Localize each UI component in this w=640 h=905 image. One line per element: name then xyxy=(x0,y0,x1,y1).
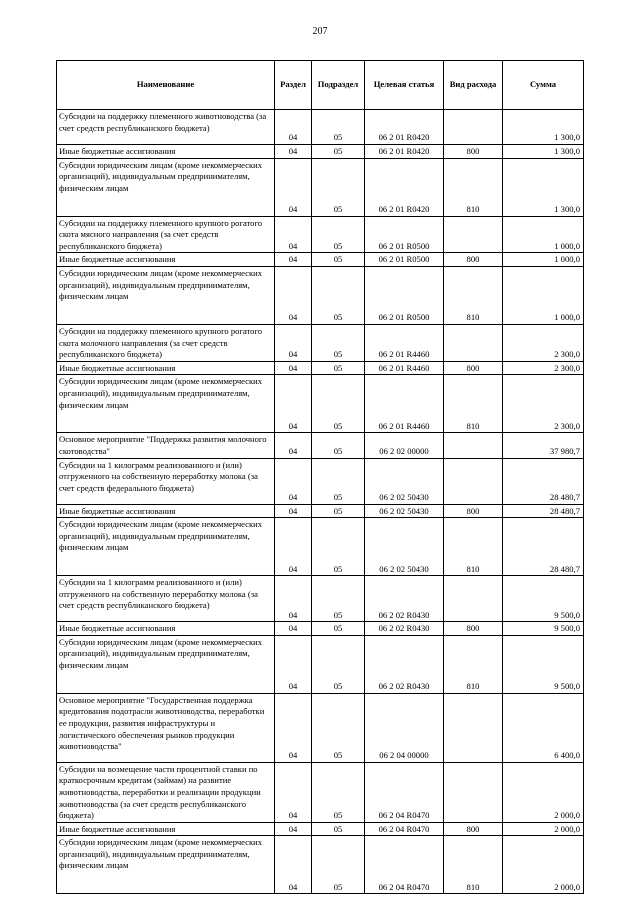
page-number: 207 xyxy=(312,26,328,37)
cell-subsection: 05 xyxy=(312,266,365,324)
cell-sum: 2 300,0 xyxy=(503,361,584,375)
cell-section: 04 xyxy=(275,836,312,894)
cell-expense: 810 xyxy=(444,836,503,894)
cell-section: 04 xyxy=(275,433,312,458)
table-row xyxy=(57,762,584,822)
cell-sum: 2 300,0 xyxy=(503,324,584,361)
cell-expense xyxy=(444,458,503,504)
cell-name: Иные бюджетные ассигнования xyxy=(57,622,275,636)
cell-sum: 37 980,7 xyxy=(503,433,584,458)
cell-expense xyxy=(444,324,503,361)
table-row xyxy=(57,266,584,324)
cell-subsection: 05 xyxy=(312,110,365,145)
cell-name: Основное мероприятие "Государственная поддержка кредитования подотрасли животноводства, переработки ее продукции, развития инфраструктуры и логистического обеспечения рынков продукции животноводства" xyxy=(57,693,275,762)
table-row xyxy=(57,635,584,693)
cell-target: 06 2 01 R0420 xyxy=(365,145,444,159)
cell-target: 06 2 02 R0430 xyxy=(365,576,444,622)
cell-expense xyxy=(444,576,503,622)
cell-target: 06 2 01 R4460 xyxy=(365,361,444,375)
cell-name: Субсидии на 1 килограмм реализованного и (или) отгруженного на собственную переработку молока (за счет средств федерального бюджета) xyxy=(57,458,275,504)
cell-subsection: 05 xyxy=(312,762,365,822)
cell-sum: 1 000,0 xyxy=(503,253,584,267)
cell-subsection: 05 xyxy=(312,375,365,433)
cell-expense xyxy=(444,216,503,253)
cell-subsection: 05 xyxy=(312,693,365,762)
cell-target: 06 2 02 50430 xyxy=(365,518,444,576)
cell-name: Иные бюджетные ассигнования xyxy=(57,253,275,267)
cell-sum: 1 300,0 xyxy=(503,145,584,159)
cell-name: Субсидии юридическим лицам (кроме некоммерческих организаций), индивидуальным предпринимателям, физическим лицам xyxy=(57,836,275,894)
table-row xyxy=(57,576,584,622)
cell-sum: 2 000,0 xyxy=(503,762,584,822)
table-row xyxy=(57,324,584,361)
table-header-row xyxy=(57,61,584,110)
cell-sum: 28 480,7 xyxy=(503,504,584,518)
cell-section: 04 xyxy=(275,458,312,504)
header-target: Целевая статья xyxy=(365,61,444,110)
table-row xyxy=(57,433,584,458)
cell-name: Субсидии на 1 килограмм реализованного и (или) отгруженного на собственную переработку молока (за счет средств республиканского бюджета) xyxy=(57,576,275,622)
cell-target: 06 2 02 00000 xyxy=(365,433,444,458)
cell-sum: 2 000,0 xyxy=(503,836,584,894)
cell-expense: 810 xyxy=(444,266,503,324)
cell-section: 04 xyxy=(275,576,312,622)
table-row xyxy=(57,458,584,504)
table-row xyxy=(57,622,584,636)
cell-section: 04 xyxy=(275,145,312,159)
table-row xyxy=(57,693,584,762)
cell-expense xyxy=(444,110,503,145)
cell-subsection: 05 xyxy=(312,145,365,159)
cell-subsection: 05 xyxy=(312,324,365,361)
cell-section: 04 xyxy=(275,635,312,693)
cell-sum: 28 480,7 xyxy=(503,458,584,504)
header-subsection: Подраздел xyxy=(312,61,365,110)
table-row xyxy=(57,110,584,145)
cell-subsection: 05 xyxy=(312,433,365,458)
cell-section: 04 xyxy=(275,375,312,433)
cell-subsection: 05 xyxy=(312,622,365,636)
cell-subsection: 05 xyxy=(312,576,365,622)
cell-name: Субсидии юридическим лицам (кроме некоммерческих организаций), индивидуальным предпринимателям, физическим лицам xyxy=(57,518,275,576)
cell-expense: 800 xyxy=(444,822,503,836)
cell-name: Иные бюджетные ассигнования xyxy=(57,822,275,836)
cell-subsection: 05 xyxy=(312,458,365,504)
cell-subsection: 05 xyxy=(312,253,365,267)
cell-section: 04 xyxy=(275,762,312,822)
cell-target: 06 2 01 R4460 xyxy=(365,375,444,433)
cell-section: 04 xyxy=(275,266,312,324)
header-section: Раздел xyxy=(275,61,312,110)
cell-name: Субсидии юридическим лицам (кроме некоммерческих организаций), индивидуальным предпринимателям, физическим лицам xyxy=(57,375,275,433)
cell-expense: 810 xyxy=(444,158,503,216)
cell-subsection: 05 xyxy=(312,518,365,576)
cell-section: 04 xyxy=(275,822,312,836)
cell-expense: 800 xyxy=(444,361,503,375)
cell-expense xyxy=(444,433,503,458)
cell-name: Субсидии на поддержку племенного крупного рогатого скота молочного направления (за счет средств республиканского бюджета) xyxy=(57,324,275,361)
table-row xyxy=(57,253,584,267)
cell-sum: 9 500,0 xyxy=(503,622,584,636)
cell-expense: 810 xyxy=(444,635,503,693)
cell-target: 06 2 01 R0420 xyxy=(365,158,444,216)
cell-subsection: 05 xyxy=(312,836,365,894)
cell-sum: 9 500,0 xyxy=(503,635,584,693)
cell-section: 04 xyxy=(275,158,312,216)
table-row xyxy=(57,361,584,375)
cell-target: 06 2 01 R0500 xyxy=(365,266,444,324)
cell-sum: 1 300,0 xyxy=(503,110,584,145)
cell-sum: 2 000,0 xyxy=(503,822,584,836)
cell-sum: 9 500,0 xyxy=(503,576,584,622)
cell-sum: 2 300,0 xyxy=(503,375,584,433)
table-row xyxy=(57,158,584,216)
header-sum: Сумма xyxy=(503,61,584,110)
cell-expense: 810 xyxy=(444,375,503,433)
table-row xyxy=(57,836,584,894)
cell-section: 04 xyxy=(275,504,312,518)
cell-target: 06 2 02 R0430 xyxy=(365,622,444,636)
cell-expense xyxy=(444,762,503,822)
cell-expense: 800 xyxy=(444,622,503,636)
cell-subsection: 05 xyxy=(312,158,365,216)
cell-name: Основное мероприятие "Поддержка развития молочного скотоводства" xyxy=(57,433,275,458)
table-row xyxy=(57,822,584,836)
cell-section: 04 xyxy=(275,253,312,267)
cell-section: 04 xyxy=(275,361,312,375)
cell-section: 04 xyxy=(275,693,312,762)
cell-subsection: 05 xyxy=(312,361,365,375)
cell-name: Субсидии юридическим лицам (кроме некоммерческих организаций), индивидуальным предпринимателям, физическим лицам xyxy=(57,158,275,216)
budget-table xyxy=(56,60,584,894)
cell-name: Иные бюджетные ассигнования xyxy=(57,504,275,518)
cell-target: 06 2 01 R0500 xyxy=(365,216,444,253)
cell-section: 04 xyxy=(275,518,312,576)
cell-section: 04 xyxy=(275,622,312,636)
cell-sum: 1 300,0 xyxy=(503,158,584,216)
table-body xyxy=(57,110,584,894)
cell-subsection: 05 xyxy=(312,635,365,693)
cell-section: 04 xyxy=(275,324,312,361)
cell-target: 06 2 04 00000 xyxy=(365,693,444,762)
table-row xyxy=(57,504,584,518)
cell-target: 06 2 04 R0470 xyxy=(365,822,444,836)
cell-subsection: 05 xyxy=(312,822,365,836)
cell-target: 06 2 02 50430 xyxy=(365,458,444,504)
table-row xyxy=(57,375,584,433)
table-row xyxy=(57,518,584,576)
cell-expense: 800 xyxy=(444,145,503,159)
cell-sum: 1 000,0 xyxy=(503,266,584,324)
table-row xyxy=(57,145,584,159)
cell-expense: 800 xyxy=(444,504,503,518)
cell-sum: 1 000,0 xyxy=(503,216,584,253)
cell-target: 06 2 01 R0420 xyxy=(365,110,444,145)
cell-subsection: 05 xyxy=(312,216,365,253)
cell-expense: 800 xyxy=(444,253,503,267)
cell-expense xyxy=(444,693,503,762)
table-row xyxy=(57,216,584,253)
cell-section: 04 xyxy=(275,110,312,145)
cell-name: Иные бюджетные ассигнования xyxy=(57,361,275,375)
cell-name: Субсидии юридическим лицам (кроме некоммерческих организаций), индивидуальным предпринимателям, физическим лицам xyxy=(57,635,275,693)
header-expense: Вид расхода xyxy=(444,61,503,110)
cell-name: Субсидии на поддержку племенного крупного рогатого скота мясного направления (за счет средств республиканского бюджета) xyxy=(57,216,275,253)
cell-target: 06 2 04 R0470 xyxy=(365,836,444,894)
cell-target: 06 2 01 R4460 xyxy=(365,324,444,361)
cell-subsection: 05 xyxy=(312,504,365,518)
cell-sum: 6 400,0 xyxy=(503,693,584,762)
header-name: Наименование xyxy=(57,61,275,110)
cell-target: 06 2 01 R0500 xyxy=(365,253,444,267)
cell-target: 06 2 02 R0430 xyxy=(365,635,444,693)
cell-section: 04 xyxy=(275,216,312,253)
cell-name: Иные бюджетные ассигнования xyxy=(57,145,275,159)
cell-name: Субсидии на возмещение части процентной ставки по краткосрочным кредитам (займам) на развитие животноводства, переработки и реализации продукции животноводства (за счет средств республиканского бюджета) xyxy=(57,762,275,822)
cell-name: Субсидии на поддержку племенного животноводства (за счет средств республиканского бюджета) xyxy=(57,110,275,145)
cell-target: 06 2 02 50430 xyxy=(365,504,444,518)
cell-expense: 810 xyxy=(444,518,503,576)
cell-target: 06 2 04 R0470 xyxy=(365,762,444,822)
cell-name: Субсидии юридическим лицам (кроме некоммерческих организаций), индивидуальным предпринимателям, физическим лицам xyxy=(57,266,275,324)
cell-sum: 28 480,7 xyxy=(503,518,584,576)
